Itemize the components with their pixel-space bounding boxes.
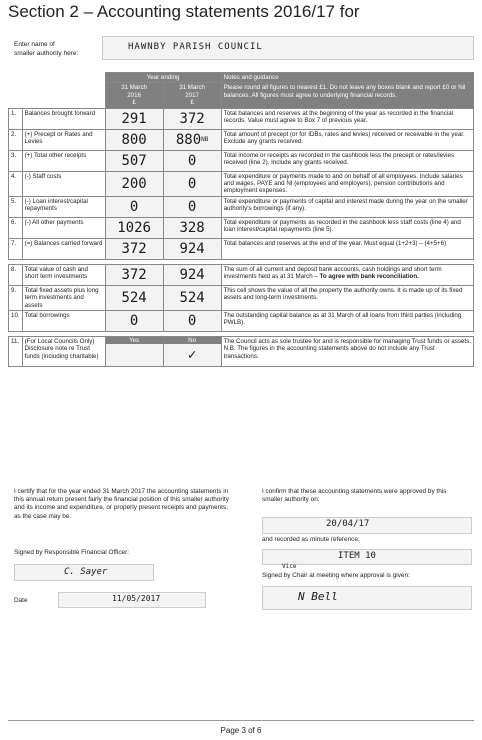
row-label: Total fixed assets plus long term investments and assets [22, 285, 105, 310]
page-number: Page 3 of 6 [220, 726, 262, 735]
value-2016[interactable]: 0 [105, 311, 163, 332]
col-2017-header: 31 March 2017 £ [163, 83, 221, 108]
nb-annotation: NB [201, 135, 209, 143]
table-row: 2. (+) Precept or Rates and Levies 800 $880^{NB}$ Total amount of precept (or for IDBs, rates and levies) received or receivable in the year. Exclude any grants received. [9, 129, 474, 150]
row-label: Balances brought forward [22, 108, 105, 129]
row-note: The sum of all current and deposit bank accounts, cash holdings and short term investments held as at 31 March – To agree with bank reconciliation. [221, 264, 473, 285]
table-row: 6. (-) All other payments 1026 328 Total expenditure or payments as recorded in the cashbook less staff costs (line 4) and loan interest/capital repayments (line 5). [9, 217, 474, 238]
row-note: Total balances and reserves at the end of the year. Must equal (1+2+3) – (4+5+6) [221, 238, 473, 259]
row-label: (-) All other payments [22, 217, 105, 238]
row-note: The Council acts as sole trustee for and is responsible for managing Trust funds or assets. N.B. The figures in the accounting statements above do not include any Trust transactions. [221, 337, 473, 367]
table-row: 4. (-) Staff costs 200 0 Total expenditure or payments made to and on behalf of all employees. Include salaries and wages, PAYE and NI (employees and employers), pension contributions and employment expenses. [9, 171, 474, 196]
value-2016[interactable]: 372 [105, 264, 163, 285]
authority-name-label: Enter name of smaller authority here: [14, 41, 79, 57]
row-note: This cell shows the value of all the property the authority owns. It is made up of its fixed assets and long-term investments. [221, 285, 473, 310]
row-label: (-) Staff costs [22, 171, 105, 196]
row-label: Total value of cash and short term investments [22, 264, 105, 285]
value-2017[interactable]: 0 [163, 150, 221, 171]
table-row: 3. (+) Total other receipts 507 0 Total income or receipts as recorded in the cashbook less the precept or rates/levies received (line 2). Include any grants received. [9, 150, 474, 171]
table-row: 8. Total value of cash and short term investments 372 924 The sum of all current and deposit bank accounts, cash holdings and short term investments held as at 31 March – To agree with bank reconciliation. [9, 264, 474, 285]
value-2016[interactable]: 0 [105, 196, 163, 217]
date-value: 11/05/2017 [112, 594, 161, 603]
value-2016[interactable]: 1026 [105, 217, 163, 238]
chair-signature-field[interactable] [262, 586, 472, 610]
notes-guidance-header: Notes and guidance [221, 73, 473, 83]
value-2017[interactable]: 328 [163, 217, 221, 238]
row-note: The outstanding capital balance as at 31 March of all loans from third parties (including PWLB). [221, 311, 473, 332]
value-2017[interactable]: 524 [163, 285, 221, 310]
page-title: Section 2 – Accounting statements 2016/17 for [8, 2, 360, 21]
value-2017[interactable]: 0 [163, 311, 221, 332]
row-note: Total balances and reserves at the beginning of the year as recorded in the financial records. Value must agree to Box 7 of previous year. [221, 108, 473, 129]
checkmark-icon: ✓ [187, 347, 197, 364]
value-2017[interactable]: 0 [163, 196, 221, 217]
vice-annotation: Vice [282, 563, 297, 570]
table-row: 9. Total fixed assets plus long term investments and assets 524 524 This cell shows the value of all the property the authority owns. It is made up of its fixed assets and long-term investments. [9, 285, 474, 310]
value-2016[interactable]: 524 [105, 285, 163, 310]
accounting-statements-table [8, 72, 474, 367]
no-label: No [164, 337, 221, 344]
row-note: Total income or receipts as recorded in the cashbook less the precept or rates/levies received (line 2). Include any grants received. [221, 150, 473, 171]
value-2016[interactable]: 200 [105, 171, 163, 196]
value-2016[interactable]: 507 [105, 150, 163, 171]
row-label: (-) Loan interest/capital repayments [22, 196, 105, 217]
rfo-signed-label: Signed by Responsible Financial Officer: [14, 549, 129, 556]
row-note: Total amount of precept (or for IDBs, rates and levies) received or receivable in the year. Exclude any grants received. [221, 129, 473, 150]
row-note: Total expenditure or payments made to and on behalf of all employees. Include salaries and wages, PAYE and NI (employees and employers), pension contributions and employment expenses. [221, 171, 473, 196]
rfo-certification-text: I certify that for the year ended 31 March 2017 the accounting statements in this annual return present fairly the financial position of this smaller authority and its income and expenditure, or properly present receipts and payments, as the case may be. [14, 488, 229, 520]
footer-divider [8, 720, 474, 721]
approval-date: 20/04/17 [326, 519, 370, 529]
rfo-signature: C. Sayer [64, 567, 108, 577]
value-2016[interactable]: 800 [105, 129, 163, 150]
approval-text: I confirm that these accounting statements were approved by this smaller authority on: [262, 488, 447, 504]
table-row: 5. (-) Loan interest/capital repayments 0 0 Total expenditure or payments of capital and interest made during the year on the smaller authority's borrowings (if any). [9, 196, 474, 217]
year-ending-header: Year ending [105, 73, 221, 83]
no-cell[interactable] [163, 337, 221, 367]
minute-ref-label: and recorded as minute reference: [262, 536, 360, 543]
row-note: Total expenditure or payments of capital and interest made during the year on the smaller authority's borrowings (if any). [221, 196, 473, 217]
value-2017[interactable]: 924 [163, 238, 221, 259]
minute-ref-value: ITEM 10 [338, 551, 376, 561]
yes-label: Yes [106, 337, 163, 344]
value-2016[interactable]: 291 [105, 108, 163, 129]
table-row: 11. (For Local Councils Only) Disclosure note re Trust funds (including charitable) Yes No ✓ The Council acts as sole trustee for and is responsible for managing Trust funds or assets. N.B. The figures in the accounting statements above do not include any Trust transactions. [9, 337, 474, 367]
col-2016-header: 31 March 2016 £ [105, 83, 163, 108]
row-label: (=) Balances carried forward [22, 238, 105, 259]
date-label: Date [14, 597, 28, 604]
table-row: 1. Balances brought forward 291 372 Total balances and reserves at the beginning of the year as recorded in the financial records. Value must agree to Box 7 of previous year. [9, 108, 474, 129]
row-note: Total expenditure or payments as recorded in the cashbook less staff costs (line 4) and loan interest/capital repayments (line 5). [221, 217, 473, 238]
table-row: 10. Total borrowings 0 0 The outstanding capital balance as at 31 March of all loans from third parties (including PWLB). [9, 311, 474, 332]
row-label: (+) Total other receipts [22, 150, 105, 171]
yes-cell[interactable] [105, 337, 163, 367]
value-2017[interactable]: $880^{NB}$ [163, 129, 221, 150]
row-label: (For Local Councils Only) Disclosure note re Trust funds (including charitable) [22, 337, 105, 367]
value-2017[interactable]: 924 [163, 264, 221, 285]
value-2016[interactable]: 372 [105, 238, 163, 259]
row-label: Total borrowings [22, 311, 105, 332]
guidance-text: Please round all figures to nearest £1. Do not leave any boxes blank and report £0 or Nil balances. All figures must agree to underlying financial records. [221, 83, 473, 108]
chair-signed-label: Signed by Chair at meeting where approval is given: [262, 572, 410, 579]
authority-name-value: HAWNBY PARISH COUNCIL [128, 42, 263, 52]
value-2017[interactable]: 372 [163, 108, 221, 129]
chair-signature: N Bell [298, 590, 338, 603]
value-2017[interactable]: 0 [163, 171, 221, 196]
row-label: (+) Precept or Rates and Levies [22, 129, 105, 150]
table-row: 7. (=) Balances carried forward 372 924 Total balances and reserves at the end of the year. Must equal (1+2+3) – (4+5+6) [9, 238, 474, 259]
